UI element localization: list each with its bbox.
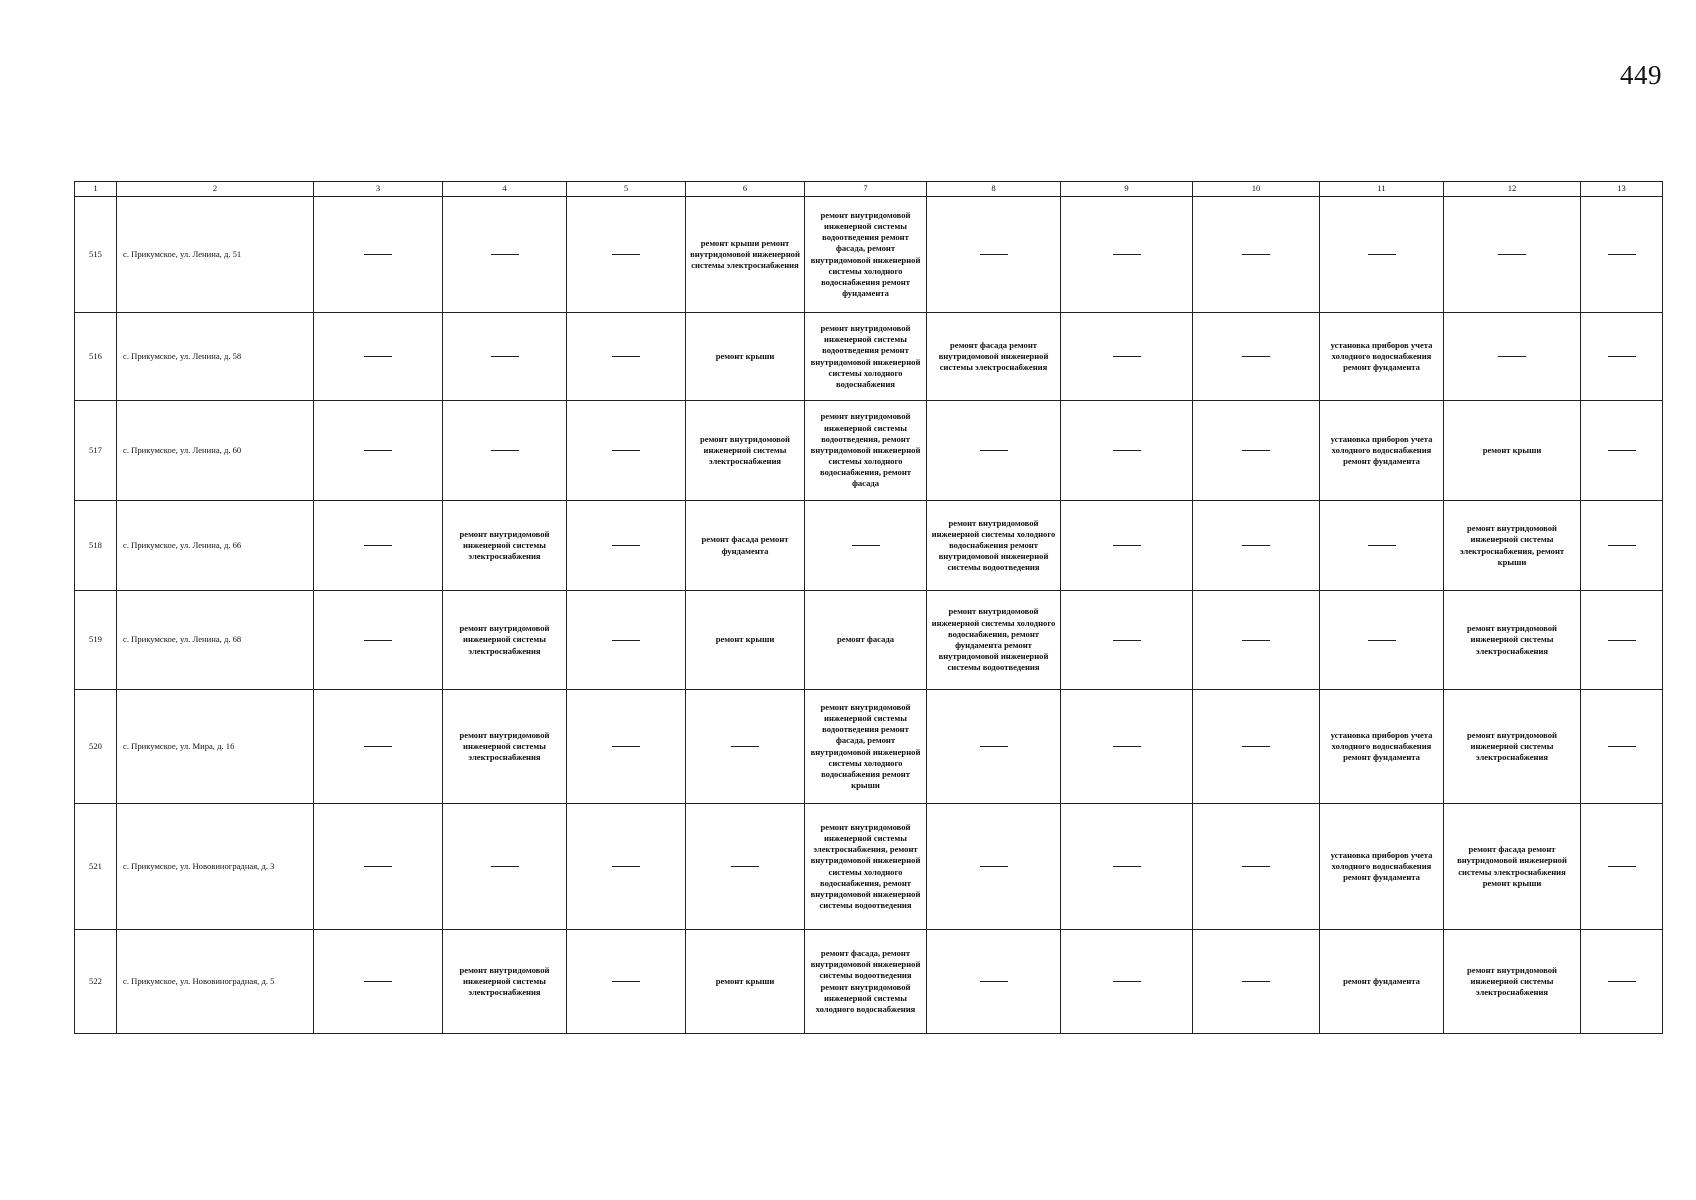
row-address: с. Прикумское, ул. Ленина, д. 60 — [117, 401, 314, 501]
work-cell-c7 — [805, 804, 927, 930]
row-number: 520 — [75, 690, 117, 804]
dash-mark — [491, 356, 519, 357]
column-header-5: 5 — [567, 182, 686, 197]
work-text: ремонт внутридомовой инженерной системы электроснабжения, ремонт крыши — [1459, 523, 1565, 567]
empty-dash-cell — [567, 197, 686, 313]
work-text: ремонт крыши — [715, 634, 775, 645]
empty-dash-cell — [805, 501, 927, 591]
row-number: 518 — [75, 501, 117, 591]
column-header-10: 10 — [1193, 182, 1320, 197]
work-cell-c4 — [443, 591, 567, 690]
page-number: 449 — [1620, 60, 1662, 90]
work-text: ремонт внутридомовой инженерной системы электроснабжения, ремонт внутридомовой инженерной системы холодного водоснабжения, ремонт внутридомовой инженерной системы водоотведения — [810, 821, 921, 911]
dash-mark — [491, 866, 519, 867]
work-text: ремонт внутридомовой инженерной системы водоотведения ремонт внутридомовой инженерной системы холодного водоснабжения — [810, 322, 921, 389]
dash-mark — [612, 254, 640, 255]
dash-mark — [612, 981, 640, 982]
dash-mark — [1113, 640, 1141, 641]
work-text: ремонт внутридомовой инженерной системы электроснабжения — [459, 729, 550, 763]
work-cell-c4 — [443, 501, 567, 591]
dash-mark — [491, 254, 519, 255]
column-header-7: 7 — [805, 182, 927, 197]
empty-dash-cell — [314, 401, 443, 501]
empty-dash-cell — [1061, 690, 1193, 804]
column-header-3: 3 — [314, 182, 443, 197]
dash-mark — [364, 640, 392, 641]
empty-dash-cell — [314, 501, 443, 591]
empty-dash-cell — [567, 804, 686, 930]
dash-mark — [612, 545, 640, 546]
dash-mark — [1242, 746, 1270, 747]
column-header-2: 2 — [117, 182, 314, 197]
row-number: 521 — [75, 804, 117, 930]
empty-dash-cell — [443, 313, 567, 401]
dash-mark — [1608, 981, 1636, 982]
dash-mark — [612, 450, 640, 451]
empty-dash-cell — [686, 804, 805, 930]
work-text: ремонт внутридомовой инженерной системы холодного водоснабжения ремонт внутридомовой инженерной системы водоотведения — [931, 517, 1056, 573]
empty-dash-cell — [1581, 401, 1663, 501]
empty-dash-cell — [1193, 690, 1320, 804]
table-row — [75, 690, 1663, 804]
empty-dash-cell — [1193, 804, 1320, 930]
work-cell-c11 — [1320, 313, 1444, 401]
empty-dash-cell — [1581, 501, 1663, 591]
dash-mark — [1608, 545, 1636, 546]
row-address: с. Прикумское, ул. Ленина, д. 58 — [117, 313, 314, 401]
dash-mark — [612, 746, 640, 747]
work-text: ремонт внутридомовой инженерной системы электроснабжения — [459, 623, 550, 656]
empty-dash-cell — [443, 197, 567, 313]
work-cell-c6 — [686, 197, 805, 313]
row-address: с. Прикумское, ул. Нововиноградная, д. 5 — [117, 930, 314, 1034]
dash-mark — [1113, 254, 1141, 255]
work-cell-c11 — [1320, 930, 1444, 1034]
dash-mark — [1498, 254, 1526, 255]
work-cell-c6 — [686, 591, 805, 690]
dash-mark — [980, 866, 1008, 867]
dash-mark — [1113, 866, 1141, 867]
dash-mark — [612, 866, 640, 867]
dash-mark — [1242, 866, 1270, 867]
empty-dash-cell — [1061, 401, 1193, 501]
column-header-12: 12 — [1444, 182, 1581, 197]
work-text: ремонт внутридомовой инженерной системы электроснабжения — [1466, 964, 1558, 998]
empty-dash-cell — [1061, 804, 1193, 930]
row-number: 517 — [75, 401, 117, 501]
empty-dash-cell — [1581, 690, 1663, 804]
work-cell-c12 — [1444, 930, 1581, 1034]
work-text: ремонт крыши — [715, 975, 775, 986]
empty-dash-cell — [314, 804, 443, 930]
work-text: ремонт внутридомовой инженерной системы холодного водоснабжения, ремонт фундамента ремонт внутридомовой инженерной системы водоотведения — [931, 606, 1056, 673]
dash-mark — [1242, 545, 1270, 546]
work-cell-c12 — [1444, 401, 1581, 501]
dash-mark — [731, 866, 759, 867]
work-text: ремонт фасада ремонт внутридомовой инженерной системы электроснабжения ремонт крыши — [1457, 844, 1567, 888]
dash-mark — [1368, 640, 1396, 641]
empty-dash-cell — [1581, 591, 1663, 690]
work-cell-c6 — [686, 930, 805, 1034]
empty-dash-cell — [1193, 501, 1320, 591]
dash-mark — [731, 746, 759, 747]
table-row — [75, 313, 1663, 401]
empty-dash-cell — [314, 690, 443, 804]
column-header-1: 1 — [75, 182, 117, 197]
dash-mark — [1242, 254, 1270, 255]
empty-dash-cell — [567, 401, 686, 501]
table-row — [75, 501, 1663, 591]
table-row — [75, 197, 1663, 313]
empty-dash-cell — [567, 930, 686, 1034]
empty-dash-cell — [927, 930, 1061, 1034]
dash-mark — [364, 746, 392, 747]
row-address: с. Прикумское, ул. Нововиноградная, д. 3 — [117, 804, 314, 930]
dash-mark — [1368, 545, 1396, 546]
dash-mark — [980, 981, 1008, 982]
row-number: 522 — [75, 930, 117, 1034]
column-header-13: 13 — [1581, 182, 1663, 197]
empty-dash-cell — [1320, 591, 1444, 690]
empty-dash-cell — [1193, 591, 1320, 690]
dash-mark — [364, 866, 392, 867]
empty-dash-cell — [1444, 197, 1581, 313]
dash-mark — [1608, 746, 1636, 747]
work-text: ремонт внутридомовой инженерной системы водоотведения ремонт фасада, ремонт внутридомовой инженерной системы холодного водоснабжения ремонт крыши — [810, 701, 921, 791]
work-text: ремонт крыши — [1482, 444, 1542, 455]
dash-mark — [364, 981, 392, 982]
work-text: ремонт крыши ремонт внутридомовой инженерной системы электроснабжения — [690, 237, 800, 271]
work-cell-c7 — [805, 313, 927, 401]
empty-dash-cell — [927, 690, 1061, 804]
dash-mark — [1608, 450, 1636, 451]
table-row — [75, 804, 1663, 930]
table-row — [75, 591, 1663, 690]
empty-dash-cell — [927, 804, 1061, 930]
work-cell-c6 — [686, 401, 805, 501]
dash-mark — [364, 254, 392, 255]
empty-dash-cell — [927, 401, 1061, 501]
work-cell-c12 — [1444, 804, 1581, 930]
dash-mark — [1113, 450, 1141, 451]
work-cell-c8 — [927, 313, 1061, 401]
work-text: ремонт внутридомовой инженерной системы водоотведения, ремонт внутридомовой инженерной системы холодного водоснабжения, ремонт фасада — [810, 411, 921, 489]
empty-dash-cell — [1581, 930, 1663, 1034]
row-number: 515 — [75, 197, 117, 313]
work-cell-c6 — [686, 313, 805, 401]
dash-mark — [1368, 254, 1396, 255]
empty-dash-cell — [1320, 501, 1444, 591]
work-text: установка приборов учета холодного водоснабжения ремонт фундамента — [1330, 849, 1433, 883]
row-address: с. Прикумское, ул. Ленина, д. 51 — [117, 197, 314, 313]
dash-mark — [1113, 356, 1141, 357]
empty-dash-cell — [1193, 313, 1320, 401]
work-cell-c11 — [1320, 690, 1444, 804]
work-text: ремонт внутридомовой инженерной системы электроснабжения — [459, 964, 550, 998]
dash-mark — [1242, 356, 1270, 357]
row-address: с. Прикумское, ул. Ленина, д. 68 — [117, 591, 314, 690]
work-cell-c8 — [927, 501, 1061, 591]
dash-mark — [1608, 866, 1636, 867]
dash-mark — [491, 450, 519, 451]
work-text: установка приборов учета холодного водоснабжения ремонт фундамента — [1330, 433, 1433, 467]
work-cell-c7 — [805, 690, 927, 804]
empty-dash-cell — [1320, 197, 1444, 313]
empty-dash-cell — [567, 313, 686, 401]
column-header-11: 11 — [1320, 182, 1444, 197]
empty-dash-cell — [314, 930, 443, 1034]
empty-dash-cell — [314, 313, 443, 401]
table-row — [75, 930, 1663, 1034]
empty-dash-cell — [1061, 197, 1193, 313]
empty-dash-cell — [1193, 930, 1320, 1034]
dash-mark — [364, 450, 392, 451]
dash-mark — [612, 356, 640, 357]
dash-mark — [1608, 640, 1636, 641]
column-header-8: 8 — [927, 182, 1061, 197]
empty-dash-cell — [927, 197, 1061, 313]
dash-mark — [980, 746, 1008, 747]
work-text: ремонт внутридомовой инженерной системы электроснабжения — [699, 433, 791, 467]
work-cell-c7 — [805, 401, 927, 501]
repair-schedule-table — [74, 181, 1663, 1034]
header-row — [75, 182, 1663, 197]
work-cell-c12 — [1444, 690, 1581, 804]
work-text: ремонт крыши — [715, 350, 775, 361]
table-row — [75, 401, 1663, 501]
empty-dash-cell — [1444, 313, 1581, 401]
dash-mark — [1113, 545, 1141, 546]
column-header-9: 9 — [1061, 182, 1193, 197]
empty-dash-cell — [1581, 197, 1663, 313]
dash-mark — [980, 254, 1008, 255]
empty-dash-cell — [1581, 313, 1663, 401]
dash-mark — [364, 356, 392, 357]
table-body — [75, 197, 1663, 1034]
empty-dash-cell — [1193, 401, 1320, 501]
dash-mark — [852, 545, 880, 546]
work-cell-c12 — [1444, 501, 1581, 591]
work-text: установка приборов учета холодного водоснабжения ремонт фундамента — [1330, 729, 1433, 763]
empty-dash-cell — [567, 501, 686, 591]
dash-mark — [1242, 640, 1270, 641]
dash-mark — [1608, 254, 1636, 255]
work-text: ремонт внутридомовой инженерной системы электроснабжения — [1466, 729, 1558, 763]
empty-dash-cell — [567, 690, 686, 804]
row-address: с. Прикумское, ул. Ленина, д. 66 — [117, 501, 314, 591]
work-text: ремонт фасада ремонт фундамента — [701, 534, 789, 556]
row-number: 519 — [75, 591, 117, 690]
empty-dash-cell — [1581, 804, 1663, 930]
dash-mark — [1113, 981, 1141, 982]
empty-dash-cell — [1193, 197, 1320, 313]
column-header-6: 6 — [686, 182, 805, 197]
dash-mark — [612, 640, 640, 641]
dash-mark — [1113, 746, 1141, 747]
work-cell-c7 — [805, 197, 927, 313]
work-text: установка приборов учета холодного водоснабжения ремонт фундамента — [1330, 339, 1433, 373]
work-cell-c8 — [927, 591, 1061, 690]
work-text: ремонт внутридомовой инженерной системы электроснабжения — [459, 528, 550, 562]
empty-dash-cell — [314, 197, 443, 313]
dash-mark — [980, 450, 1008, 451]
dash-mark — [1242, 450, 1270, 451]
work-text: ремонт внутридомовой инженерной системы электроснабжения — [1466, 623, 1558, 656]
row-number: 516 — [75, 313, 117, 401]
work-cell-c6 — [686, 501, 805, 591]
work-cell-c4 — [443, 930, 567, 1034]
work-text: ремонт фундамента — [1343, 975, 1420, 986]
column-header-4: 4 — [443, 182, 567, 197]
dash-mark — [1608, 356, 1636, 357]
work-cell-c11 — [1320, 804, 1444, 930]
empty-dash-cell — [1061, 501, 1193, 591]
dash-mark — [364, 545, 392, 546]
empty-dash-cell — [443, 804, 567, 930]
work-text: ремонт внутридомовой инженерной системы водоотведения ремонт фасада, ремонт внутридомовой инженерной системы холодного водоснабжения ремонт фундамента — [810, 209, 921, 299]
work-text: ремонт фасада — [836, 634, 895, 645]
work-cell-c12 — [1444, 591, 1581, 690]
empty-dash-cell — [1061, 591, 1193, 690]
empty-dash-cell — [314, 591, 443, 690]
work-text: ремонт фасада, ремонт внутридомовой инженерной системы водоотведения ремонт внутридомовой инженерной системы холодного водоснабжения — [810, 947, 921, 1014]
dash-mark — [1498, 356, 1526, 357]
empty-dash-cell — [686, 690, 805, 804]
work-cell-c11 — [1320, 401, 1444, 501]
work-cell-c4 — [443, 690, 567, 804]
empty-dash-cell — [567, 591, 686, 690]
row-address: с. Прикумское, ул. Мира, д. 16 — [117, 690, 314, 804]
empty-dash-cell — [1061, 930, 1193, 1034]
work-cell-c7 — [805, 930, 927, 1034]
empty-dash-cell — [1061, 313, 1193, 401]
work-text: ремонт фасада ремонт внутридомовой инженерной системы электроснабжения — [938, 339, 1049, 373]
empty-dash-cell — [443, 401, 567, 501]
dash-mark — [1242, 981, 1270, 982]
work-cell-c7 — [805, 591, 927, 690]
